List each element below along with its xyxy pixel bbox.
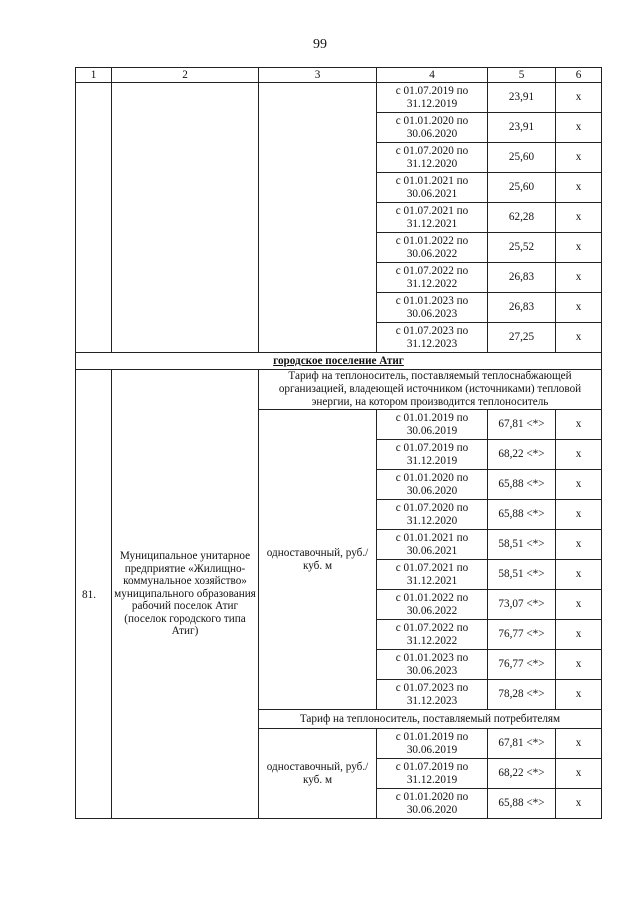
- period-cell: с 01.01.2019 по 30.06.2019: [377, 729, 488, 759]
- tariff-value: 23,91: [488, 83, 556, 113]
- header-cell: 1: [76, 68, 112, 83]
- mark-cell: х: [556, 173, 602, 203]
- section-row: [76, 353, 602, 370]
- period-cell: с 01.07.2019 по 31.12.2019: [377, 440, 488, 470]
- column-number-header: [76, 68, 602, 83]
- period-cell: с 01.07.2023 по 31.12.2023: [377, 680, 488, 710]
- empty-cell: [112, 83, 259, 353]
- mark-cell: х: [556, 680, 602, 710]
- period-cell: с 01.07.2021 по 31.12.2021: [377, 203, 488, 233]
- tariff-table: [75, 67, 602, 819]
- mark-cell: х: [556, 143, 602, 173]
- period-cell: с 01.07.2021 по 31.12.2021: [377, 560, 488, 590]
- mark-cell: х: [556, 560, 602, 590]
- mark-cell: х: [556, 263, 602, 293]
- mark-cell: х: [556, 530, 602, 560]
- rate-type: одноставочный, руб./куб. м: [259, 729, 377, 819]
- period-cell: с 01.01.2020 по 30.06.2020: [377, 470, 488, 500]
- page-number: 99: [313, 37, 327, 52]
- tariff-value: 58,51 <*>: [488, 530, 556, 560]
- tariff-value: 68,22 <*>: [488, 440, 556, 470]
- tariff-value: 76,77 <*>: [488, 620, 556, 650]
- table-row: [76, 370, 602, 410]
- tariff-value: 78,28 <*>: [488, 680, 556, 710]
- period-cell: с 01.07.2019 по 31.12.2019: [377, 83, 488, 113]
- period-cell: с 01.07.2022 по 31.12.2022: [377, 620, 488, 650]
- tariff-value: 25,60: [488, 143, 556, 173]
- mark-cell: х: [556, 470, 602, 500]
- header-cell: 4: [377, 68, 488, 83]
- period-cell: с 01.07.2019 по 31.12.2019: [377, 759, 488, 789]
- mark-cell: х: [556, 590, 602, 620]
- tariff-value: 67,81 <*>: [488, 729, 556, 759]
- tariff-value: 65,88 <*>: [488, 789, 556, 819]
- entry-number: 81.: [76, 370, 112, 819]
- mark-cell: х: [556, 83, 602, 113]
- empty-cell: [259, 83, 377, 353]
- tariff-heading: Тариф на теплоноситель, поставляемый потребителям: [259, 710, 602, 729]
- period-cell: с 01.07.2023 по 31.12.2023: [377, 323, 488, 353]
- period-cell: с 01.01.2021 по 30.06.2021: [377, 173, 488, 203]
- header-cell: 5: [488, 68, 556, 83]
- empty-cell: [76, 83, 112, 353]
- period-cell: с 01.01.2023 по 30.06.2023: [377, 293, 488, 323]
- period-cell: с 01.01.2019 по 30.06.2019: [377, 410, 488, 440]
- period-cell: с 01.07.2020 по 31.12.2020: [377, 143, 488, 173]
- mark-cell: х: [556, 293, 602, 323]
- mark-cell: х: [556, 759, 602, 789]
- header-cell: 6: [556, 68, 602, 83]
- mark-cell: х: [556, 650, 602, 680]
- tariff-value: 76,77 <*>: [488, 650, 556, 680]
- mark-cell: х: [556, 203, 602, 233]
- tariff-value: 25,60: [488, 173, 556, 203]
- tariff-heading: Тариф на теплоноситель, поставляемый теплоснабжающей организацией, владеющей источником (источниками) тепловой энергии, на котором производится теплоноситель: [259, 370, 602, 410]
- mark-cell: х: [556, 440, 602, 470]
- tariff-value: 65,88 <*>: [488, 470, 556, 500]
- tariff-value: 26,83: [488, 293, 556, 323]
- tariff-value: 25,52: [488, 233, 556, 263]
- period-cell: с 01.01.2020 по 30.06.2020: [377, 789, 488, 819]
- tariff-value: 67,81 <*>: [488, 410, 556, 440]
- table-row: [76, 83, 602, 113]
- tariff-value: 27,25: [488, 323, 556, 353]
- period-cell: с 01.01.2022 по 30.06.2022: [377, 233, 488, 263]
- tariff-value: 26,83: [488, 263, 556, 293]
- tariff-value: 58,51 <*>: [488, 560, 556, 590]
- section-title: городское поселение Атиг: [76, 353, 602, 370]
- period-cell: с 01.01.2020 по 30.06.2020: [377, 113, 488, 143]
- mark-cell: х: [556, 410, 602, 440]
- tariff-value: 65,88 <*>: [488, 500, 556, 530]
- mark-cell: х: [556, 323, 602, 353]
- mark-cell: х: [556, 500, 602, 530]
- period-cell: с 01.07.2020 по 31.12.2020: [377, 500, 488, 530]
- mark-cell: х: [556, 620, 602, 650]
- mark-cell: х: [556, 789, 602, 819]
- tariff-value: 23,91: [488, 113, 556, 143]
- period-cell: с 01.07.2022 по 31.12.2022: [377, 263, 488, 293]
- header-cell: 3: [259, 68, 377, 83]
- period-cell: с 01.01.2023 по 30.06.2023: [377, 650, 488, 680]
- tariff-value: 68,22 <*>: [488, 759, 556, 789]
- mark-cell: х: [556, 113, 602, 143]
- tariff-value: 73,07 <*>: [488, 590, 556, 620]
- tariff-value: 62,28: [488, 203, 556, 233]
- mark-cell: х: [556, 729, 602, 759]
- period-cell: с 01.01.2021 по 30.06.2021: [377, 530, 488, 560]
- mark-cell: х: [556, 233, 602, 263]
- organization-name: Муниципальное унитарное предприятие «Жилищно-коммунальное хозяйство» муниципального образования рабочий поселок Атиг (поселок городского типа Атиг): [112, 370, 259, 819]
- rate-type: одноставочный, руб./куб. м: [259, 410, 377, 710]
- header-cell: 2: [112, 68, 259, 83]
- period-cell: с 01.01.2022 по 30.06.2022: [377, 590, 488, 620]
